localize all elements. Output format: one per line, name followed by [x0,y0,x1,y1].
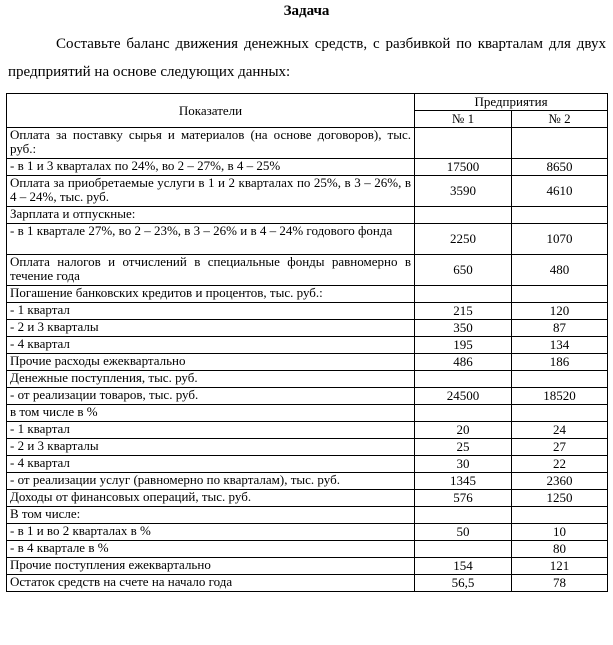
row-label: Оплата за приобретаемые услуги в 1 и 2 кварталах по 25%, в 3 – 26%, в 4 – 24%, тыс. руб. [7,176,415,207]
value-enterprise-2: 480 [512,255,608,286]
table-row [7,490,608,507]
table-row [7,405,608,422]
value-enterprise-1 [415,207,512,224]
value-enterprise-2: 134 [512,337,608,354]
row-label: Доходы от финансовых операций, тыс. руб. [7,490,415,507]
task-title: Задача [283,3,330,19]
value-enterprise-2: 10 [512,524,608,541]
table-row [7,255,608,286]
row-label: - от реализации товаров, тыс. руб. [7,388,415,405]
row-label: - 1 квартал [7,303,415,320]
value-enterprise-2: 87 [512,320,608,337]
value-enterprise-1 [415,128,512,159]
value-enterprise-1: 215 [415,303,512,320]
value-enterprise-2: 186 [512,354,608,371]
row-label: - 2 и 3 кварталы [7,439,415,456]
value-enterprise-1 [415,541,512,558]
table-row [7,337,608,354]
data-table [6,93,608,592]
value-enterprise-1 [415,405,512,422]
table-row [7,159,608,176]
table-row [7,354,608,371]
value-enterprise-1: 350 [415,320,512,337]
value-enterprise-2: 2360 [512,473,608,490]
table-row [7,473,608,490]
value-enterprise-1: 195 [415,337,512,354]
table-row [7,575,608,592]
row-label: Зарплата и отпускные: [7,207,415,224]
row-label: - от реализации услуг (равномерно по кварталам), тыс. руб. [7,473,415,490]
row-label: - 4 квартал [7,456,415,473]
row-label: в том числе в % [7,405,415,422]
value-enterprise-1: 486 [415,354,512,371]
table-row [7,224,608,255]
value-enterprise-2: 24 [512,422,608,439]
value-enterprise-2: 4610 [512,176,608,207]
table-row [7,524,608,541]
table-row [7,286,608,303]
row-label: В том числе: [7,507,415,524]
row-label: - в 1 и 3 кварталах по 24%, во 2 – 27%, в 4 – 25% [7,159,415,176]
value-enterprise-1: 576 [415,490,512,507]
table-row [7,207,608,224]
value-enterprise-2 [512,207,608,224]
task-description: Составьте баланс движения денежных средств, с разбивкой по кварталам для двух предприятий на основе следующих данных: [8,36,606,80]
value-enterprise-1: 2250 [415,224,512,255]
value-enterprise-1 [415,371,512,388]
value-enterprise-2: 80 [512,541,608,558]
value-enterprise-2: 121 [512,558,608,575]
table-row [7,541,608,558]
value-enterprise-2 [512,405,608,422]
header-enterprise-1: № 1 [415,111,512,128]
value-enterprise-2: 120 [512,303,608,320]
value-enterprise-1: 25 [415,439,512,456]
table-row [7,507,608,524]
value-enterprise-2: 22 [512,456,608,473]
row-label: Погашение банковских кредитов и процентов, тыс. руб.: [7,286,415,303]
row-label: - в 4 квартале в % [7,541,415,558]
value-enterprise-1 [415,286,512,303]
row-label: - в 1 квартале 27%, во 2 – 23%, в 3 – 26% и в 4 – 24% годового фонда [7,224,415,255]
table-body [7,128,608,592]
table-row [7,456,608,473]
table-row [7,128,608,159]
value-enterprise-1: 50 [415,524,512,541]
table-row [7,371,608,388]
value-enterprise-1: 17500 [415,159,512,176]
value-enterprise-2 [512,507,608,524]
table-row [7,176,608,207]
value-enterprise-1 [415,507,512,524]
value-enterprise-2: 27 [512,439,608,456]
value-enterprise-2: 78 [512,575,608,592]
row-label: - в 1 и во 2 кварталах в % [7,524,415,541]
table-row [7,303,608,320]
header-indicators: Показатели [7,94,415,128]
value-enterprise-2: 8650 [512,159,608,176]
row-label: Оплата налогов и отчислений в специальные фонды равномерно в течение года [7,255,415,286]
row-label: - 1 квартал [7,422,415,439]
value-enterprise-2 [512,128,608,159]
table-row [7,388,608,405]
table-row [7,439,608,456]
row-label: Прочие поступления ежеквартально [7,558,415,575]
header-enterprises: Предприятия [415,94,608,111]
row-label: Денежные поступления, тыс. руб. [7,371,415,388]
table-row [7,558,608,575]
value-enterprise-1: 154 [415,558,512,575]
row-label: Остаток средств на счете на начало года [7,575,415,592]
row-label: Оплата за поставку сырья и материалов (на основе договоров), тыс. руб.: [7,128,415,159]
value-enterprise-2 [512,371,608,388]
row-label: - 4 квартал [7,337,415,354]
header-enterprise-2: № 2 [512,111,608,128]
value-enterprise-1: 20 [415,422,512,439]
value-enterprise-2 [512,286,608,303]
value-enterprise-1: 56,5 [415,575,512,592]
value-enterprise-2: 1250 [512,490,608,507]
table-row [7,320,608,337]
value-enterprise-1: 1345 [415,473,512,490]
row-label: Прочие расходы ежеквартально [7,354,415,371]
value-enterprise-2: 1070 [512,224,608,255]
value-enterprise-1: 650 [415,255,512,286]
value-enterprise-1: 24500 [415,388,512,405]
value-enterprise-2: 18520 [512,388,608,405]
value-enterprise-1: 30 [415,456,512,473]
table-row [7,422,608,439]
row-label: - 2 и 3 кварталы [7,320,415,337]
value-enterprise-1: 3590 [415,176,512,207]
